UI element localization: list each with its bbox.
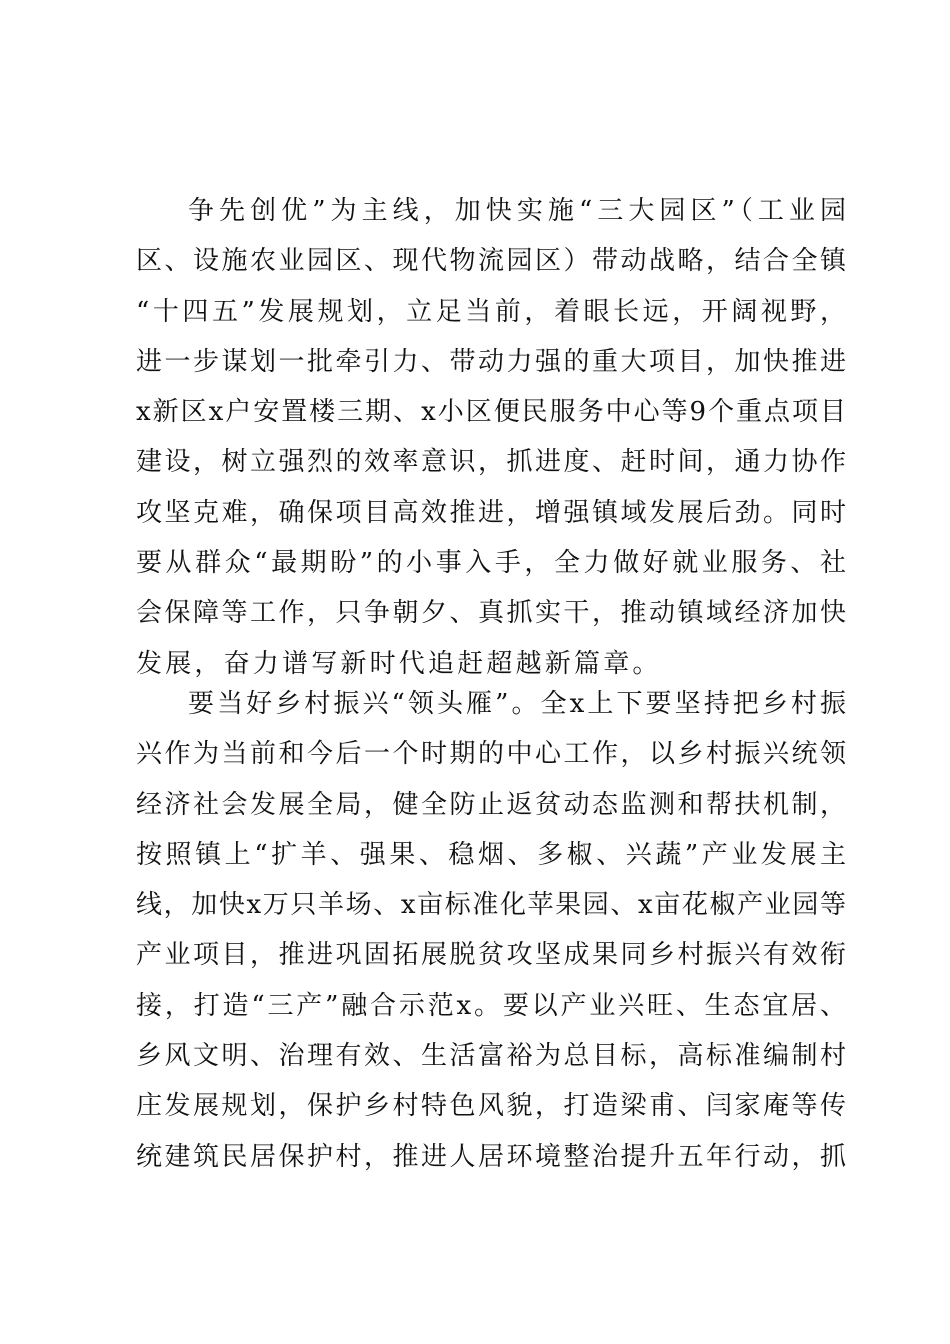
text-line: 按照镇上“扩羊、强果、稳烟、多椒、兴蔬”产业发展主 [136, 839, 846, 870]
text-line: 乡风文明、治理有效、生活富裕为总目标，高标准编制村 [136, 1041, 846, 1072]
text-line: 线，加快x万只羊场、x亩标准化苹果园、x亩花椒产业园等 [136, 890, 846, 921]
text-line: 争先创优”为主线，加快实施“三大园区”（工业园 [188, 196, 846, 226]
text-line: 区、设施农业园区、现代物流园区）带动战略，结合全镇 [136, 246, 846, 277]
paragraph-1 [136, 186, 846, 689]
text-line: 兴作为当前和今后一个时期的中心工作，以乡村振兴统领 [136, 739, 846, 770]
paragraph-2 [136, 679, 846, 1182]
text-line: 发展，奋力谱写新时代追赶超越新篇章。 [136, 648, 662, 679]
text-line: 会保障等工作，只争朝夕、真抓实干，推动镇域经济加快 [136, 598, 846, 629]
text-line: x新区x户安置楼三期、x小区便民服务中心等9个重点项目 [136, 397, 846, 428]
text-line: 要当好乡村振兴“领头雁”。全x上下要坚持把乡村振 [188, 689, 846, 719]
text-line: “十四五”发展规划，立足当前，着眼长远，开阔视野， [136, 296, 846, 327]
text-line: 统建筑民居保护村，推进人居环境整治提升五年行动，抓 [136, 1141, 846, 1172]
text-line: 经济社会发展全局，健全防止返贫动态监测和帮扶机制， [136, 789, 846, 820]
text-line: 产业项目，推进巩固拓展脱贫攻坚成果同乡村振兴有效衔 [136, 940, 846, 971]
text-line: 攻坚克难，确保项目高效推进，增强镇域发展后劲。同时 [136, 497, 846, 528]
text-line: 接，打造“三产”融合示范x。要以产业兴旺、生态宜居、 [136, 990, 846, 1021]
text-line: 庄发展规划，保护乡村特色风貌，打造梁甫、闫家庵等传 [136, 1091, 846, 1122]
text-line: 要从群众“最期盼”的小事入手，全力做好就业服务、社 [136, 548, 846, 579]
text-line: 进一步谋划一批牵引力、带动力强的重大项目，加快推进 [136, 346, 846, 377]
text-line: 建设，树立强烈的效率意识，抓进度、赶时间，通力协作 [136, 447, 846, 478]
